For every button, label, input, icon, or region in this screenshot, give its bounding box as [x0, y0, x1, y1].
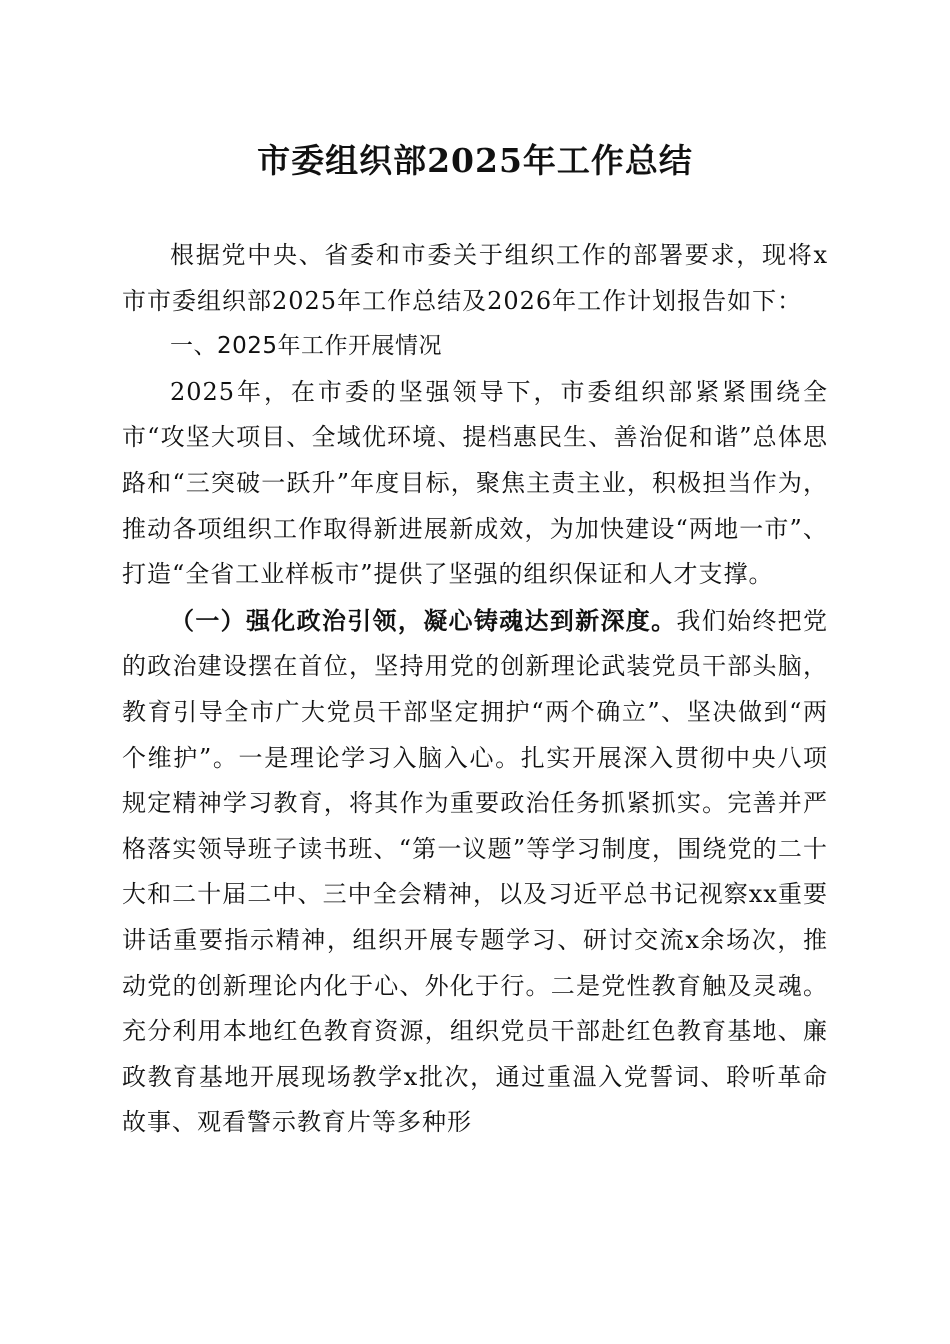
overview-paragraph: 2025年，在市委的坚强领导下，市委组织部紧紧围绕全市“攻坚大项目、全域优环境、提档惠民生、善治促和谐”总体思路和“三突破一跃升”年度目标，聚焦主责主业，积极担当作为，推动各项组织工作取得新进展新成效，为加快建设“两地一市”、打造“全省工业样板市”提供了坚强的组织保证和人才支撑。	[122, 377, 828, 589]
document-body	[122, 233, 828, 1146]
subsection-text: 我们始终把党的政治建设摆在首位，坚持用党的创新理论武装党员干部头脑，教育引导全市广大党员干部坚定拥护“两个确立”、坚决做到“两个维护”。一是理论学习入脑入心。扎实开展深入贯彻中央八项规定精神学习教育，将其作为重要政治任务抓紧抓实。完善并严格落实领导班子读书班、“第一议题”等学习制度，围绕党的二十大和二十届二中、三中全会精神，以及习近平总书记视察xx重要讲话重要指示精神，组织开展专题学习、研讨交流x余场次，推动党的创新理论内化于心、外化于行。二是党性教育触及灵魂。充分利用本地红色教育资源，组织党员干部赴红色教育基地、廉政教育基地开展现场教学x批次，通过重温入党誓词、聆听革命故事、观看警示教育片等多种形	[122, 606, 829, 1137]
subsection-lead: （一）强化政治引领，凝心铸魂达到新深度。	[170, 605, 677, 635]
section-heading: 一、2025年工作开展情况	[170, 333, 443, 360]
document-title: 市委组织部2025年工作总结	[257, 141, 693, 180]
subsection-paragraph	[122, 598, 828, 1146]
intro-paragraph: 根据党中央、省委和市委关于组织工作的部署要求，现将x市市委组织部2025年工作总结及2026年工作计划报告如下：	[122, 241, 828, 315]
